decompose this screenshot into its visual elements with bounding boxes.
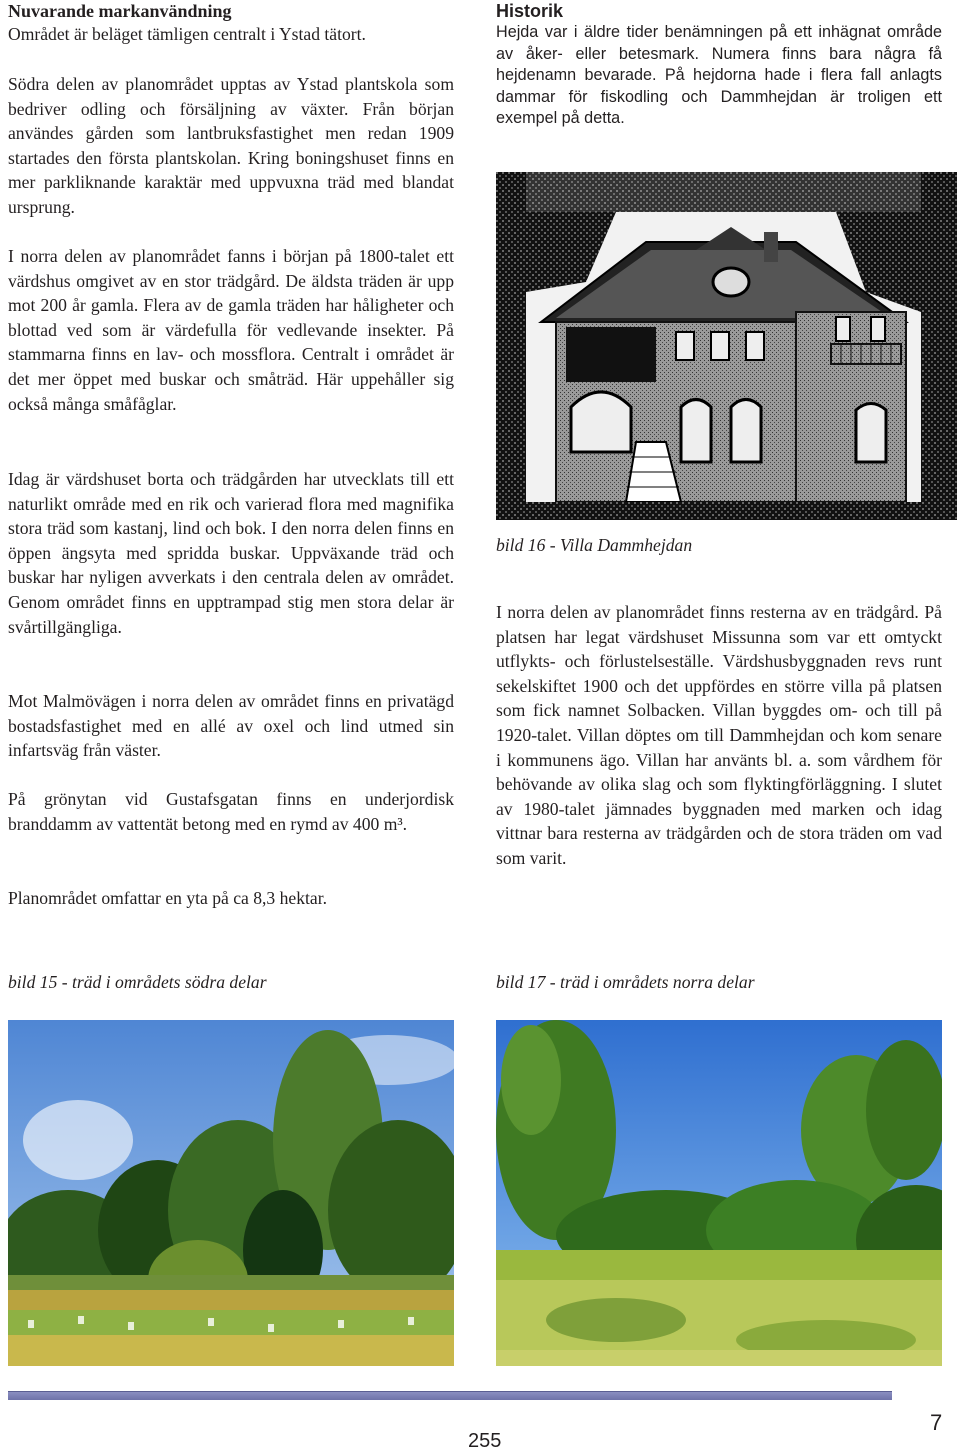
villa-illustration	[496, 172, 957, 520]
caption-bild-17: bild 17 - träd i områdets norra delar	[496, 972, 755, 992]
paragraph-branddamm: På grönytan vid Gustafsgatan finns en underjordisk branddamm av vattentät betong med en rymd av 400 m³.	[8, 789, 454, 834]
caption-bild-15: bild 15 - träd i områdets södra delar	[8, 972, 267, 992]
paragraph-yta: Planområdet omfattar en yta på ca 8,3 hektar.	[8, 888, 328, 908]
footer-divider	[8, 1391, 892, 1400]
caption-17-box	[496, 970, 942, 994]
paragraph-malmovagen: Mot Malmövägen i norra delen av området finns en privatägd bostadsfastighet med en allé av oxel och lind utmed sin infartsväg från väster.	[8, 691, 454, 761]
left-paragraph-2-box	[8, 244, 454, 416]
left-paragraph-5-box	[8, 787, 454, 836]
left-paragraph-3-box	[8, 467, 454, 639]
left-column	[8, 0, 454, 47]
paragraph-vardshus: I norra delen av planområdet fanns i början på 1800-talet ett värdshus omgivet av en stor trädgård. De äldsta träden är upp mot 200 år gamla. Flera av de gamla träden har håligheter och blottad ved som är värdefulla för vedlevande insekter. På stammarna finns en lav- och mossflora. Centralt i området är det mer öppet med buskar och småträd. Här uppehåller sig också många småfåglar.	[8, 246, 454, 414]
paragraph-missunna: I norra delen av planområdet finns resterna av en trädgård. På platsen har legat värdshuset Missunna som var ett omtyckt utflykts- och förlustelseställe. Värdshusbyggnaden revs runt sekelskiftet 1900 och det uppfördes en större villa på platsen som fick namnet Solbacken. Villan byggdes om- och till på 1920-talet. Villan döptes om till Dammhejdan och kom senare i kommunens ägo. Villan har använts bl. a. som vårdhem för behövande av olika slag och som flyktingförläggning. I slutet av 1980-talet jämnades byggnaden med marken och idag vittnar bara resterna av trädgården och de stora träden om vad som varit.	[496, 602, 942, 868]
paragraph-idag: Idag är värdshuset borta och trädgården har utvecklats till ett naturlikt område med en rik och varierad flora med magnifika stora träd som kastanj, lind och bok. I den norra delen finns en öppen ängsyta med spridda buskar. Uppväxande träd och buskar har nyligen avverkats i den centrala delen av området. Genom området finns en upptrampad stig men stora delar är svårtillgängliga.	[8, 469, 454, 637]
section-heading-nuvarande: Nuvarande markanvändning	[8, 1, 232, 21]
caption-16-box	[496, 533, 942, 557]
paragraph-hejda: Hejda var i äldre tider benämningen på ett inhägnat område av åker- eller betesmark. Numera finns bara några få hejdenamn bevarade. På hejdorna hade i flera fall anlagts dammar för fiskodling och Dammhejdan är troligen ett exempel på detta.	[496, 23, 942, 127]
trees-northern-photo	[496, 1020, 942, 1366]
paragraph-plantskola: Södra delen av planområdet upptas av Ystad plantskola som bedriver odling och försäljning av växter. Från början användes gården som lantbruksfastighet men redan 1909 startades den första plantskolan. Kring boningshuset finns en mer parkliknande karaktär med uppvuxna träd med blandat ursprung.	[8, 74, 454, 217]
trees-southern-photo	[8, 1020, 454, 1366]
left-paragraph-4-box	[8, 689, 454, 763]
northern-trees-illustration	[496, 1020, 942, 1366]
southern-trees-illustration	[8, 1020, 454, 1366]
left-paragraph-6-box	[8, 886, 454, 911]
paragraph-intro: Området är beläget tämligen centralt i Ystad tätort.	[8, 24, 366, 44]
total-page-number: 255	[468, 1430, 502, 1452]
villa-dammhejdan-photo	[496, 172, 957, 520]
caption-15-box	[8, 970, 454, 994]
right-paragraph-box	[496, 600, 942, 871]
left-paragraph-1-box	[8, 72, 454, 220]
caption-bild-16: bild 16 - Villa Dammhejdan	[496, 535, 693, 555]
page-number: 7	[930, 1410, 943, 1435]
section-heading-historik: Historik	[496, 1, 564, 21]
right-column-top	[496, 0, 942, 130]
